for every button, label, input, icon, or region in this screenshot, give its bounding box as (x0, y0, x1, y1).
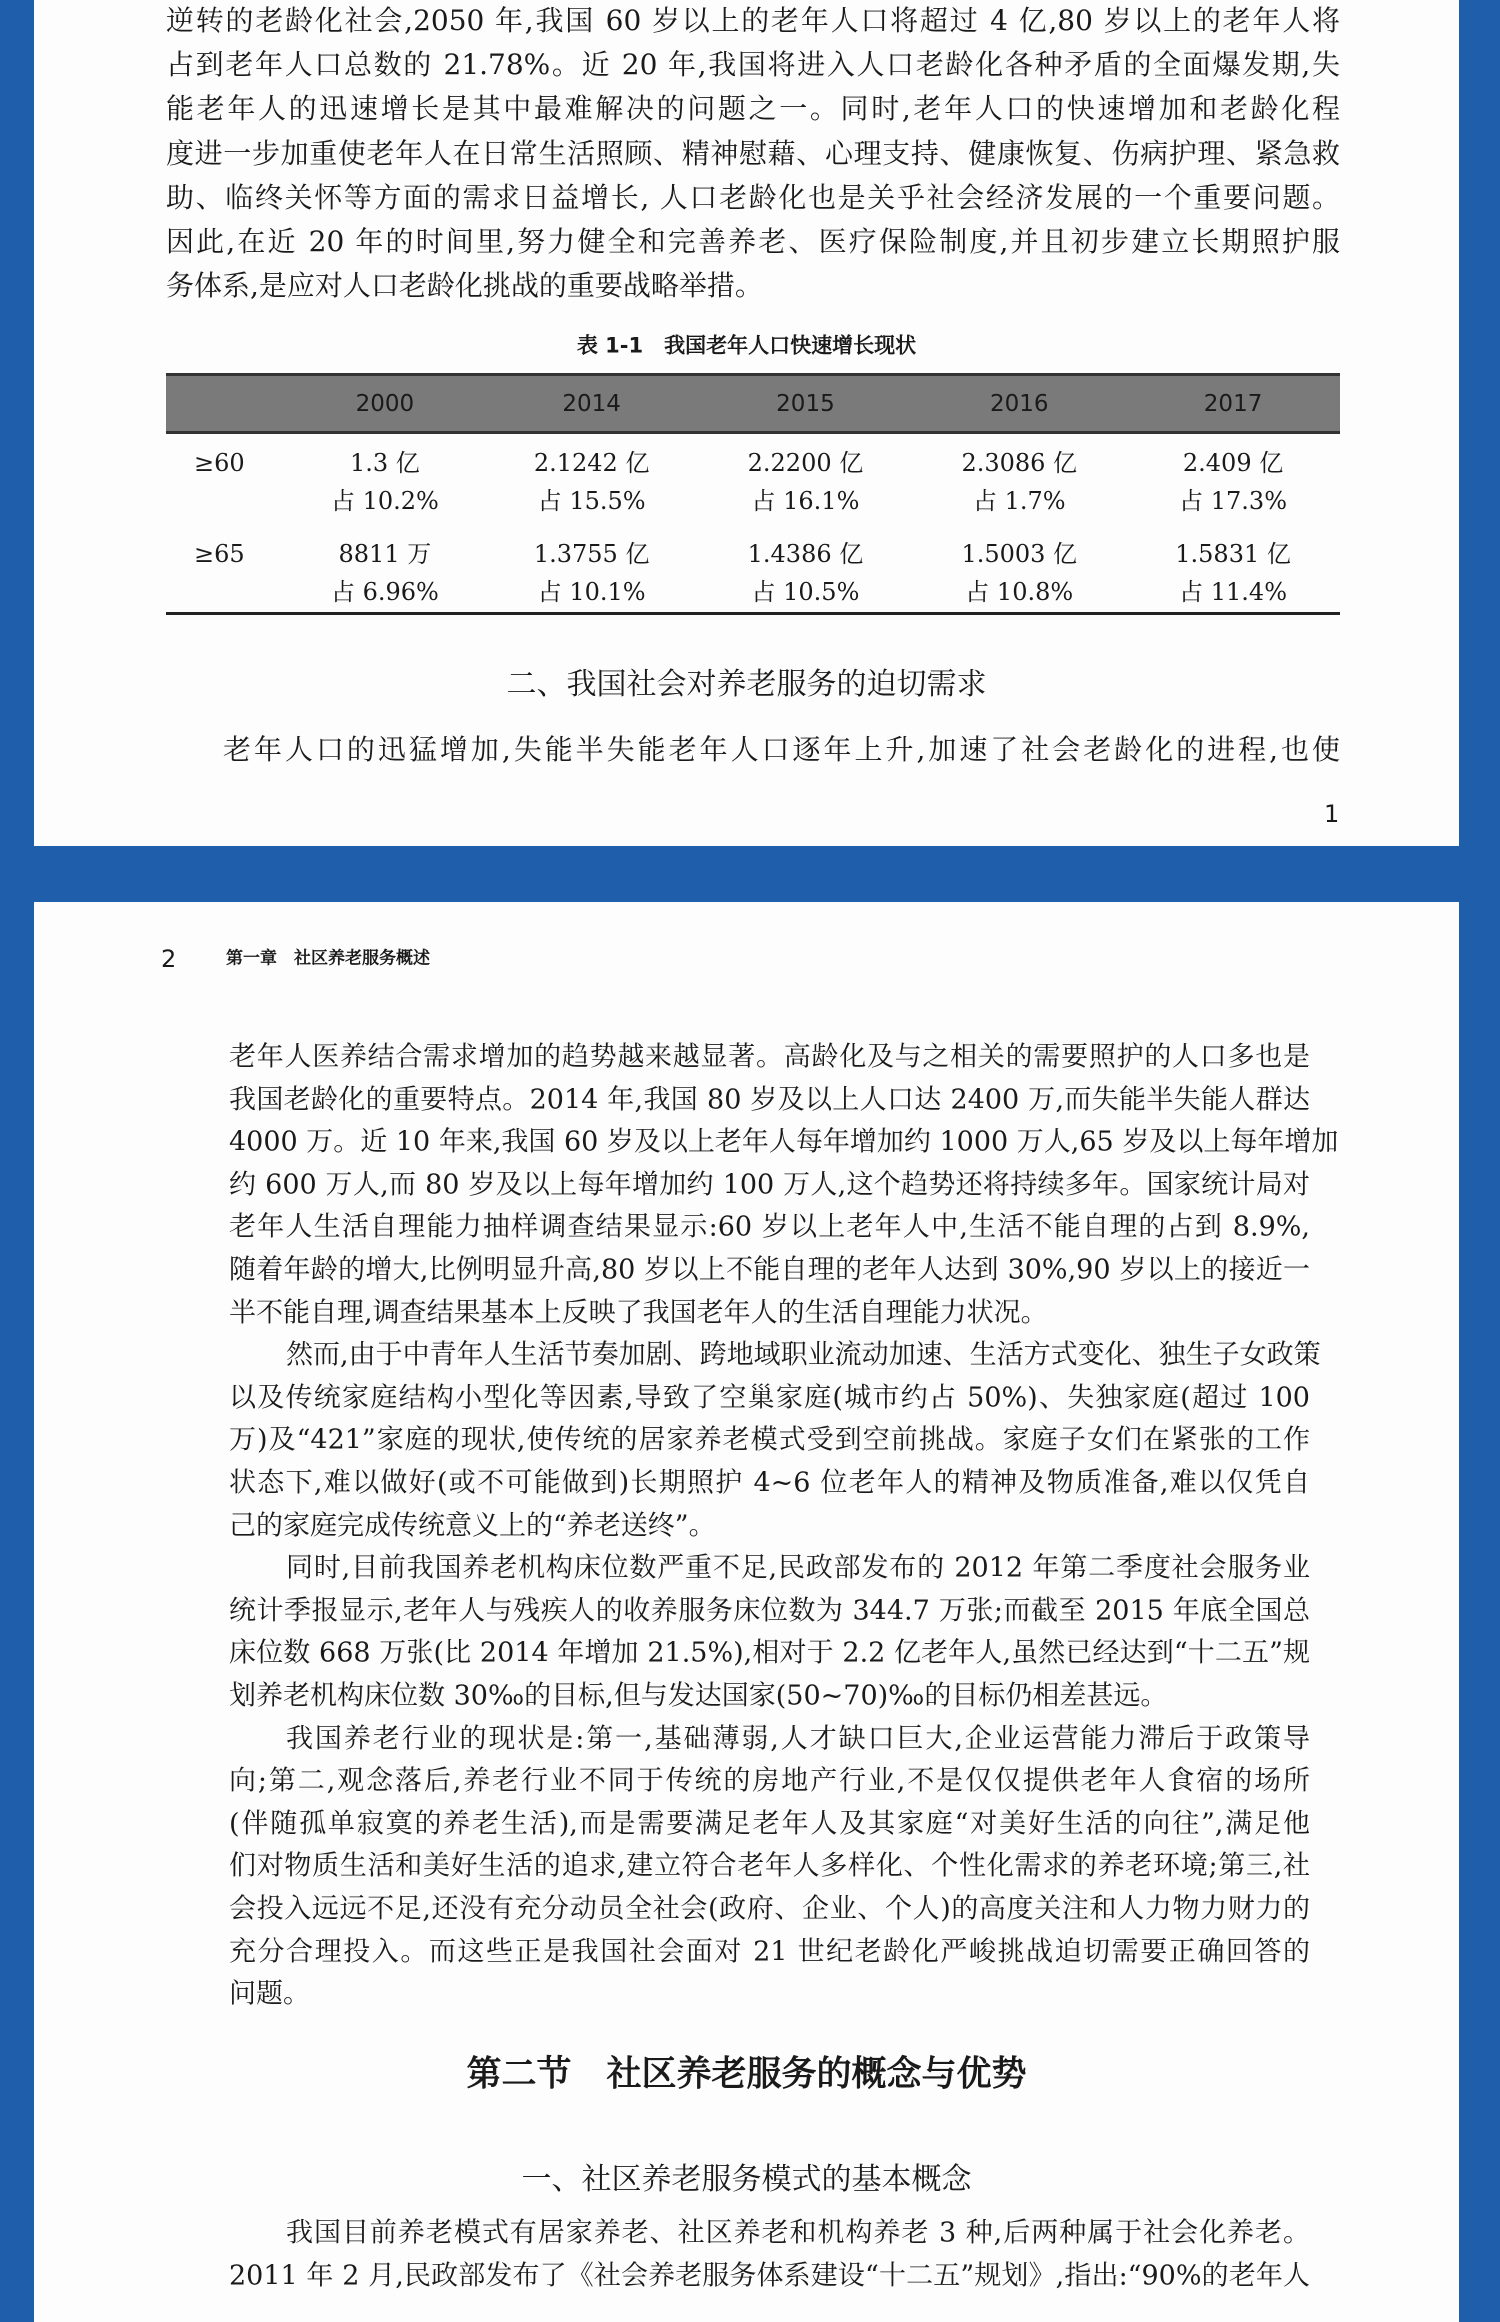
paragraph-line: 划养老机构床位数 30‰的目标,但与发达国家(50~70)‰的目标仍相差甚远。 (229, 1680, 1168, 1712)
column-header: 2016 (912, 375, 1126, 433)
section-heading: 二、我国社会对养老服务的迫切需求 (506, 667, 987, 702)
page-number: 1 (1324, 800, 1340, 828)
cell-count: 2.2200 亿 (747, 449, 864, 477)
elderly-population-table (166, 373, 1340, 615)
row-label: ≥60 (194, 449, 245, 477)
paragraph-line: 逆转的老龄化社会,2050 年,我国 60 岁以上的老年人口将超过 4 亿,80 岁以上的老年人将 (166, 4, 1340, 37)
section-title: 第二节 社区养老服务的概念与优势 (466, 2054, 1027, 2095)
paragraph-line: 我国老龄化的重要特点。2014 年,我国 80 岁及以上人口达 2400 万,而失能半失能人群达 (229, 1084, 1310, 1116)
cell-count: 1.5003 亿 (961, 540, 1078, 568)
paragraph-line: 状态下,难以做好(或不可能做到)长期照护 4~6 位老年人的精神及物质准备,难以仅凭自 (229, 1467, 1310, 1499)
cell-share: 占 17.3% (1179, 487, 1287, 515)
paragraph-line: 随着年龄的增大,比例明显升高,80 岁以上不能自理的老年人达到 30%,90 岁以上的接近一 (229, 1254, 1310, 1286)
page-number: 2 (161, 945, 177, 973)
cell-count: 2.409 亿 (1182, 449, 1284, 477)
row-label: ≥65 (166, 525, 285, 614)
table-cell (912, 525, 1126, 614)
paragraph-line: 然而,由于中青年人生活节奏加剧、跨地域职业流动加速、生活方式变化、独生子女政策 (286, 1339, 1321, 1371)
table-row (166, 525, 1340, 614)
paragraph-line: 会投入远远不足,还没有充分动员全社会(政府、企业、个人)的高度关注和人力物力财力的 (229, 1893, 1310, 1925)
book-page-1 (34, 0, 1459, 846)
paragraph-line: 我国养老行业的现状是:第一,基础薄弱,人才缺口巨大,企业运营能力滞后于政策导 (286, 1723, 1310, 1755)
table-cell (699, 433, 913, 526)
subsection-title: 一、社区养老服务模式的基本概念 (521, 2162, 972, 2197)
column-header: 2000 (285, 375, 485, 433)
table-caption: 表 1-1 我国老年人口快速增长现状 (576, 333, 917, 358)
table-cell (285, 525, 485, 614)
column-header (166, 375, 285, 433)
table-row (166, 433, 1340, 526)
column-header: 2014 (485, 375, 699, 433)
paragraph-line: 助、临终关怀等方面的需求日益增长, 人口老龄化也是关乎社会经济发展的一个重要问题。 (166, 180, 1340, 214)
paragraph-line: 问题。 (229, 1978, 310, 2010)
cell-share: 占 10.2% (330, 487, 439, 515)
table-cell (485, 433, 699, 526)
table-cell (1126, 433, 1340, 526)
cell-count: 1.3755 亿 (533, 540, 650, 568)
paragraph-line: 占到老年人口总数的 21.78%。近 20 年,我国将进入人口老龄化各种矛盾的全面爆发期,失 (166, 48, 1340, 82)
paragraph-line: 我国目前养老模式有居家养老、社区养老和机构养老 3 种,后两种属于社会化养老。 (286, 2217, 1310, 2249)
cell-share: 占 6.96% (330, 578, 439, 606)
cell-count: 1.4386 亿 (747, 540, 864, 568)
paragraph-line: 己的家庭完成传统意义上的“养老送终”。 (229, 1510, 716, 1542)
paragraph-line: 度进一步加重使老年人在日常生活照顾、精神慰藉、心理支持、健康恢复、伤病护理、紧急救 (166, 136, 1340, 170)
paragraph-line: 万)及“421”家庭的现状,使传统的居家养老模式受到空前挑战。家庭子女们在紧张的工作 (229, 1424, 1310, 1456)
paragraph-line: 床位数 668 万张(比 2014 年增加 21.5%),相对于 2.2 亿老年人,虽然已经达到“十二五”规 (229, 1637, 1310, 1669)
cell-share: 占 16.1% (751, 487, 860, 515)
paragraph-line: 因此,在近 20 年的时间里,努力健全和完善养老、医疗保险制度,并且初步建立长期照护服 (166, 225, 1340, 258)
cell-share: 占 15.5% (537, 487, 646, 515)
paragraph-line: 能老年人的迅速增长是其中最难解决的问题之一。同时,老年人口的快速增加和老龄化程 (166, 92, 1340, 126)
cell-count: 2.3086 亿 (961, 449, 1078, 477)
paragraph-line: 务体系,是应对人口老龄化挑战的重要战略举措。 (166, 269, 763, 303)
table-cell (912, 433, 1126, 526)
column-header: 2017 (1126, 375, 1340, 433)
table-cell (1126, 525, 1340, 614)
column-header: 2015 (699, 375, 913, 433)
book-page-2 (34, 902, 1459, 2322)
paragraph-line: 约 600 万人,而 80 岁及以上每年增加约 100 万人,这个趋势还将持续多年。国家统计局对 (229, 1169, 1310, 1201)
cell-share: 占 1.7% (972, 487, 1066, 515)
paragraph-line: 4000 万。近 10 年来,我国 60 岁及以上老年人每年增加约 1000 万人,65 岁及以上每年增加 (229, 1126, 1339, 1158)
cell-count: 2.1242 亿 (533, 449, 650, 477)
cell-count: 1.3 亿 (349, 449, 420, 477)
paragraph-line: 以及传统家庭结构小型化等因素,导致了空巢家庭(城市约占 50%)、失独家庭(超过 100 (229, 1382, 1310, 1414)
cell-count: 8811 万 (338, 540, 432, 568)
cell-count: 1.5831 亿 (1175, 540, 1291, 568)
paragraph-line: 向;第二,观念落后,养老行业不同于传统的房地产行业,不是仅仅提供老年人食宿的场所 (229, 1765, 1310, 1797)
table-cell (699, 525, 913, 614)
cell-share: 占 10.8% (965, 578, 1074, 606)
paragraph-line: 统计季报显示,老年人与残疾人的收养服务床位数为 344.7 万张;而截至 2015 年底全国总 (229, 1595, 1310, 1627)
table-cell (285, 433, 485, 526)
table-cell (485, 525, 699, 614)
paragraph-line: 充分合理投入。而这些正是我国社会面对 21 世纪老龄化严峻挑战迫切需要正确回答的 (229, 1936, 1310, 1968)
paragraph-line: 们对物质生活和美好生活的追求,建立符合老年人多样化、个性化需求的养老环境;第三,社 (229, 1850, 1310, 1882)
running-header: 第一章 社区养老服务概述 (226, 948, 430, 969)
cell-share: 占 11.4% (1179, 578, 1287, 606)
cell-share: 占 10.1% (537, 578, 646, 606)
paragraph-line: 2011 年 2 月,民政部发布了《社会养老服务体系建设“十二五”规划》,指出:“90%的老年人 (229, 2260, 1310, 2292)
paragraph-line: 老年人口的迅猛增加,失能半失能老年人口逐年上升,加速了社会老龄化的进程,也使 (223, 733, 1340, 766)
paragraph-line: 老年人医养结合需求增加的趋势越来越显著。高龄化及与之相关的需要照护的人口多也是 (229, 1041, 1310, 1073)
paragraph-line: 老年人生活自理能力抽样调查结果显示:60 岁以上老年人中,生活不能自理的占到 8.9%, (229, 1211, 1310, 1243)
paragraph-line: (伴随孤单寂寞的养老生活),而是需要满足老年人及其家庭“对美好生活的向往”,满足他 (229, 1808, 1310, 1840)
paragraph-line: 同时,目前我国养老机构床位数严重不足,民政部发布的 2012 年第二季度社会服务业 (286, 1552, 1310, 1584)
cell-share: 占 10.5% (751, 578, 860, 606)
paragraph-line: 半不能自理,调查结果基本上反映了我国老年人的生活自理能力状况。 (229, 1297, 1048, 1329)
